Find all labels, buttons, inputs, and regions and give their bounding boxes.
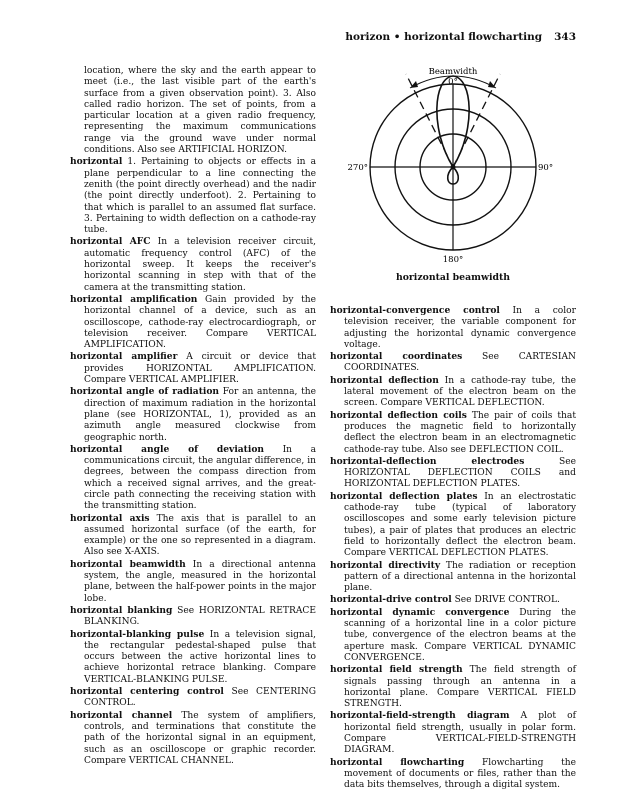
dictionary-entry xyxy=(70,710,316,767)
dictionary-entry xyxy=(330,710,576,756)
entry-term: horizontal channel xyxy=(70,709,173,721)
entry-text: A circuit or device that provides HORIZONTAL AMPLIFICATION. Compare VERTICAL AMPLIFIER. xyxy=(84,352,316,386)
dictionary-entry xyxy=(70,686,316,710)
entry-term: horizontal AFC xyxy=(70,236,151,248)
entry-term: horizontal beamwidth xyxy=(70,558,186,570)
beamwidth-label: Beamwidth xyxy=(428,67,478,77)
dictionary-entry xyxy=(70,236,316,293)
dictionary-entry xyxy=(70,444,316,513)
dictionary-entry xyxy=(70,559,316,605)
entry-text: In a cathode-ray tube, the lateral movement of the electron beam on the screen. Compare VERTICAL DEFLECTION. xyxy=(344,375,576,409)
entry-text: Flowcharting the movement of documents or files, rather than the data bits themselves, through a digital system. xyxy=(344,757,576,791)
entry-text: location, where the sky and the earth appear to meet (i.e., the last visible part of the earth's surface from a given observation point). 3. Also called radio horizon. The set of points, from a particular location at a given radio frequency, representing the maximum communications range via the ground wave under normal conditions. Also see ARTIFICIAL HORIZON. xyxy=(84,66,316,156)
running-header xyxy=(70,31,576,47)
right-column xyxy=(330,305,576,791)
entry-term: horizontal amplifier xyxy=(70,351,178,363)
dictionary-entry xyxy=(330,757,576,792)
entry-text: In a directional antenna system, the angle, measured in the horizontal plane, between the half-power points in the major lobe. xyxy=(84,559,316,604)
entry-text: The pair of coils that produces the magnetic field to horizontally deflect the electron beam in an electromagnetic cathode-ray tube. Also see DEFLECTION COIL. xyxy=(344,410,576,455)
dictionary-entry xyxy=(70,156,316,236)
entry-text: For an antenna, the direction of maximum radiation in the horizontal plane (see HORIZONTAL, 1), provided as an azimuth angle measured clockwise from geographic north. xyxy=(84,387,316,443)
dictionary-entry xyxy=(70,513,316,559)
dictionary-entry xyxy=(330,305,576,351)
entry-text: In a communications circuit, the angular difference, in degrees, between the compass direction from which a received signal arrives, and the great-circle path connecting the receiving station with the transmitting station. xyxy=(84,444,316,512)
entry-text: The system of amplifiers, controls, and terminations that constitute the path of the horizontal signal in an equipment, such as an oscilloscope or graphic recorder. Compare VERTICAL CHANNEL. xyxy=(84,710,316,766)
dictionary-entry xyxy=(70,351,316,386)
entry-term: horizontal deflection coils xyxy=(330,409,467,421)
entry-text: In an electrostatic cathode-ray tube (typical of laboratory oscilloscopes and some early television picture tubes), a pair of plates that produces an electric field to horizontally deflect the electron beam. Compare VERTICAL DEFLECTION PLATES. xyxy=(344,491,576,559)
dictionary-entry xyxy=(70,629,316,686)
entry-term: horizontal coordinates xyxy=(330,351,463,363)
dictionary-entry xyxy=(330,491,576,560)
polar-diagram xyxy=(330,60,576,270)
entry-text: See CENTERING CONTROL. xyxy=(84,687,316,709)
entry-term: horizontal-convergence control xyxy=(330,305,500,316)
angle-label-left: 270° xyxy=(347,163,368,173)
entry-text: The axis that is parallel to an assumed horizontal surface (of the earth, for example) or the one so represented in a diagram. Also see X-AXIS. xyxy=(84,513,316,558)
entry-term: horizontal xyxy=(70,156,123,168)
entry-term: horizontal blanking xyxy=(70,604,173,616)
dictionary-entry xyxy=(330,607,576,664)
entry-text: A plot of horizontal field strength, usually in polar form. Compare VERTICAL-FIELD-STRENGTH DIAGRAM. xyxy=(344,711,576,756)
entry-term: horizontal angle of deviation xyxy=(70,443,264,455)
entry-text: In a television receiver circuit, automatic frequency control (AFC) of the horizontal sweep. It keeps the receiver's horizontal scanning in step with that of the camera at the transmitting station. xyxy=(84,237,316,293)
entry-text: See DRIVE CONTROL. xyxy=(454,595,560,606)
dictionary-entry xyxy=(330,594,576,606)
entry-term: horizontal deflection xyxy=(330,374,439,386)
entry-text: The field strength of signals passing through an antenna in a horizontal plane. Compare VERTICAL FIELD STRENGTH. xyxy=(344,665,576,710)
entry-text: Gain provided by the horizontal channel of a device, such as an oscilloscope, cathode-ray electrocardiograph, or television receiver. Compare VERTICAL AMPLIFICATION. xyxy=(84,294,316,351)
entry-term: horizontal flowcharting xyxy=(330,756,465,768)
angle-label-right: 90° xyxy=(538,163,554,173)
entry-term: horizontal-drive control xyxy=(330,594,452,606)
dictionary-entry xyxy=(70,66,316,156)
angle-label-top: 0° xyxy=(448,77,458,87)
entry-text: The radiation or reception pattern of a directional antenna in the horizontal plane. xyxy=(344,560,576,594)
entry-term: horizontal centering control xyxy=(70,686,224,698)
dictionary-entry xyxy=(330,351,576,375)
entry-term: horizontal field strength xyxy=(330,664,463,676)
entry-text: During the scanning of a horizontal line in a color picture tube, convergence of the electron beams at the aperture mask. Compare VERTICAL DYNAMIC CONVERGENCE. xyxy=(344,607,576,663)
entry-text: See HORIZONTAL RETRACE BLANKING. xyxy=(84,605,316,628)
dictionary-entry xyxy=(70,386,316,443)
beamwidth-figure xyxy=(330,60,576,290)
entry-term: horizontal angle of radiation xyxy=(70,386,220,398)
entry-term: horizontal axis xyxy=(70,512,150,524)
entry-text: In a television signal, the rectangular pedestal-shaped pulse that occurs between the active horizontal lines to achieve horizontal retrace blanking. Compare VERTICAL-BLANKING PULSE. xyxy=(84,629,316,685)
running-title: horizon • horizontal flowcharting xyxy=(345,31,543,43)
entry-term: horizontal directivity xyxy=(330,559,441,571)
dictionary-entry xyxy=(330,560,576,595)
entry-term: horizontal-field-strength diagram xyxy=(330,710,510,722)
angle-label-bottom: 180° xyxy=(442,255,464,265)
entry-text: See CARTESIAN COORDINATES. xyxy=(344,352,576,374)
dictionary-entry xyxy=(330,456,576,491)
entry-term: horizontal-deflection electrodes xyxy=(330,455,525,467)
entry-term: horizontal-blanking pulse xyxy=(70,628,205,640)
entry-term: horizontal dynamic convergence xyxy=(330,606,510,618)
entry-term: horizontal deflection plates xyxy=(330,490,478,502)
figure-caption: horizontal beamwidth xyxy=(395,272,511,283)
dictionary-entry xyxy=(330,410,576,456)
page-number: 343 xyxy=(554,31,576,43)
entry-text: 1. Pertaining to objects or effects in a plane perpendicular to a line connecting the zenith (the point directly overhead) and the nadir (the point directly underfoot). 2. Pertaining to that which is parallel to an assumed flat surface. 3. Pertaining to width deflection on a cathode-ray tube. xyxy=(84,157,316,236)
left-column xyxy=(70,66,316,767)
dictionary-entry xyxy=(70,605,316,629)
entry-term: horizontal amplification xyxy=(70,293,198,305)
entry-text: In a color television receiver, the variable component for adjusting the horizontal dynamic convergence voltage. xyxy=(344,306,576,350)
dictionary-entry xyxy=(330,375,576,410)
dictionary-entry xyxy=(330,664,576,710)
entry-text: See HORIZONTAL DEFLECTION COILS and HORIZONTAL DEFLECTION PLATES. xyxy=(344,456,576,490)
dictionary-entry xyxy=(70,294,316,351)
